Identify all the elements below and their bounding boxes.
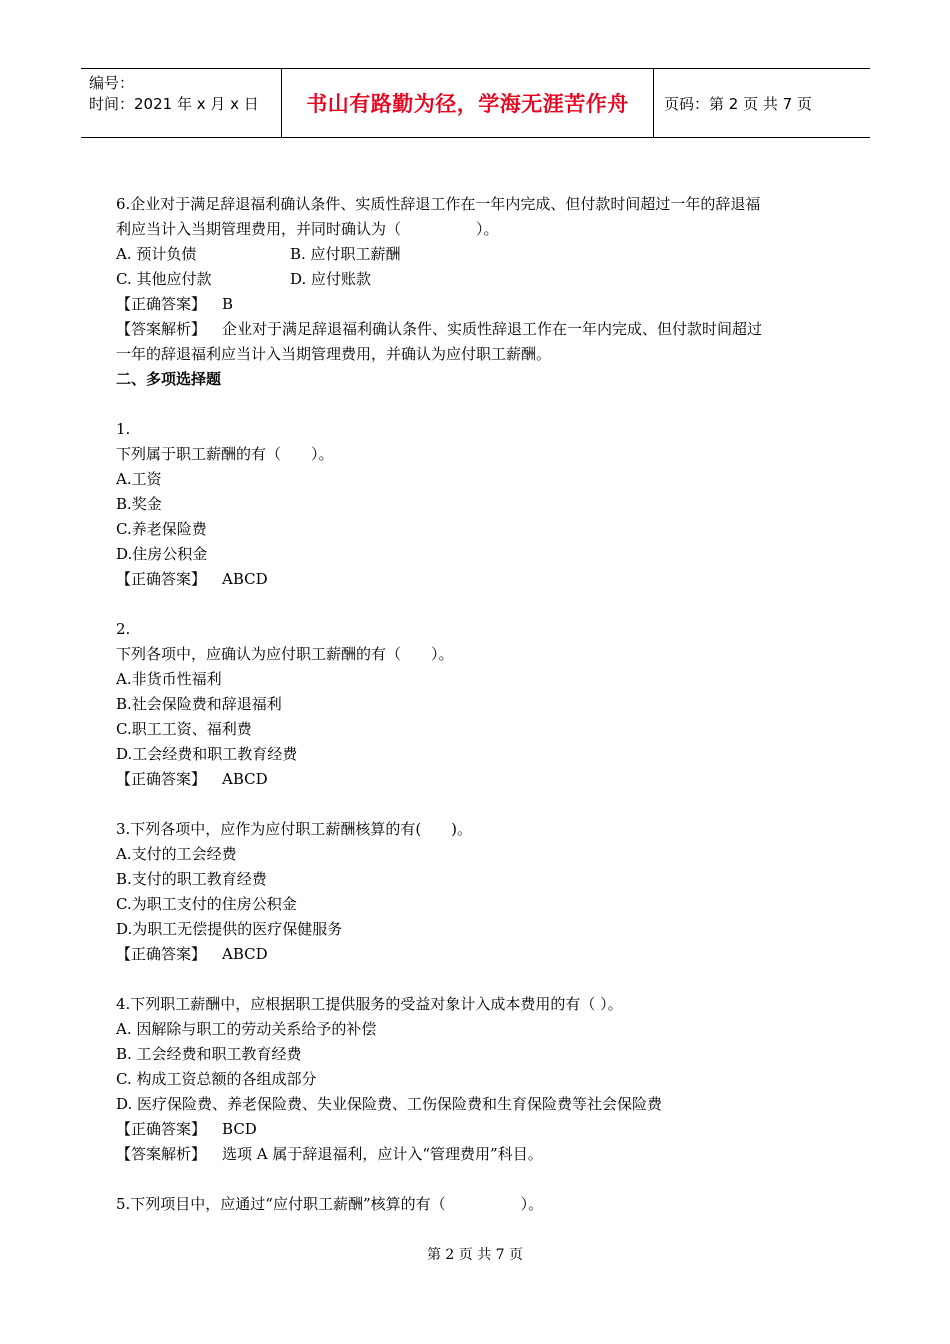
question-stem: 4.下列职工薪酬中，应根据职工提供服务的受益对象计入成本费用的有（ ）。 — [116, 995, 623, 1013]
answer-value: B — [222, 295, 234, 313]
answer-label: 【正确答案】 — [116, 295, 207, 313]
answer-line — [116, 942, 840, 967]
time-label: 时间：2021 年 x 月 x 日 — [89, 95, 259, 113]
answer-label: 【正确答案】 — [116, 945, 207, 963]
analysis-text: 选项 A 属于辞退福利，应计入“管理费用”科目。 — [222, 1145, 543, 1163]
option-d: D.为职工无偿提供的医疗保健服务 — [116, 920, 343, 938]
option-a: A. 因解除与职工的劳动关系给予的补偿 — [116, 1020, 377, 1038]
answer-value: ABCD — [222, 945, 268, 963]
option-c: C.为职工支付的住房公积金 — [116, 895, 297, 913]
header-motto: 书山有路勤为径，学海无涯苦作舟 — [282, 69, 654, 137]
question-m5 — [116, 1192, 840, 1217]
answer-line — [116, 767, 840, 792]
answer-label: 【正确答案】 — [116, 770, 207, 788]
question-stem: 利应当计入当期管理费用，并同时确认为（ ）。 — [116, 220, 499, 238]
question-m2 — [116, 617, 840, 792]
option-d: D. 应付账款 — [290, 270, 372, 288]
option-b: B. 工会经费和职工教育经费 — [116, 1045, 302, 1063]
analysis-text: 企业对于满足辞退福利确认条件、实质性辞退工作在一年内完成、但付款时间超过 — [222, 320, 763, 338]
option-b: B.支付的职工教育经费 — [116, 870, 267, 888]
option-a: A.工资 — [116, 470, 162, 488]
section-title: 二、多项选择题 — [116, 370, 222, 388]
option-b: B.社会保险费和辞退福利 — [116, 695, 282, 713]
serial-label: 编号： — [89, 74, 135, 92]
document-body — [116, 192, 840, 1217]
header-meta-cell — [81, 69, 282, 137]
option-row — [116, 267, 840, 292]
question-stem: 下列各项中，应确认为应付职工薪酬的有（ ）。 — [116, 645, 454, 663]
analysis-line — [116, 317, 840, 342]
answer-label: 【正确答案】 — [116, 570, 207, 588]
question-number: 2. — [116, 620, 131, 638]
question-m4 — [116, 992, 840, 1167]
answer-label: 【正确答案】 — [116, 1120, 207, 1138]
question-stem: 5.下列项目中，应通过“应付职工薪酬”核算的有（ ）。 — [116, 1195, 544, 1213]
answer-line — [116, 292, 840, 317]
analysis-line — [116, 1142, 840, 1167]
answer-value: BCD — [222, 1120, 257, 1138]
question-stem: 下列属于职工薪酬的有（ ）。 — [116, 445, 334, 463]
option-d: D. 医疗保险费、养老保险费、失业保险费、工伤保险费和生育保险费等社会保险费 — [116, 1095, 663, 1113]
option-row — [116, 242, 840, 267]
question-number: 1. — [116, 420, 131, 438]
answer-line — [116, 567, 840, 592]
option-c: C. 构成工资总额的各组成部分 — [116, 1070, 317, 1088]
header-page-info: 页码：第 2 页 共 7 页 — [664, 94, 812, 113]
question-m3 — [116, 817, 840, 967]
analysis-label: 【答案解析】 — [116, 320, 207, 338]
page-header — [81, 68, 870, 138]
question-m1 — [116, 417, 840, 592]
option-a: A.非货币性福利 — [116, 670, 222, 688]
option-c: C. 其他应付款 — [116, 270, 212, 288]
analysis-label: 【答案解析】 — [116, 1145, 207, 1163]
answer-line — [116, 1117, 840, 1142]
option-b: B. 应付职工薪酬 — [290, 245, 401, 263]
question-stem: 3.下列各项中，应作为应付职工薪酬核算的有( )。 — [116, 820, 473, 838]
option-a: A. 预计负债 — [116, 245, 197, 263]
option-d: D.工会经费和职工教育经费 — [116, 745, 298, 763]
option-c: C.职工工资、福利费 — [116, 720, 252, 738]
option-c: C.养老保险费 — [116, 520, 207, 538]
option-a: A.支付的工会经费 — [116, 845, 237, 863]
answer-value: ABCD — [222, 570, 268, 588]
page-footer: 第 2 页 共 7 页 — [426, 1247, 524, 1263]
option-b: B.奖金 — [116, 495, 162, 513]
analysis-text: 一年的辞退福利应当计入当期管理费用，并确认为应付职工薪酬。 — [116, 345, 552, 363]
answer-value: ABCD — [222, 770, 268, 788]
option-d: D.住房公积金 — [116, 545, 208, 563]
question-6 — [116, 192, 840, 367]
question-stem: 6.企业对于满足辞退福利确认条件、实质性辞退工作在一年内完成、但付款时间超过一年的辞退福 — [116, 195, 761, 213]
